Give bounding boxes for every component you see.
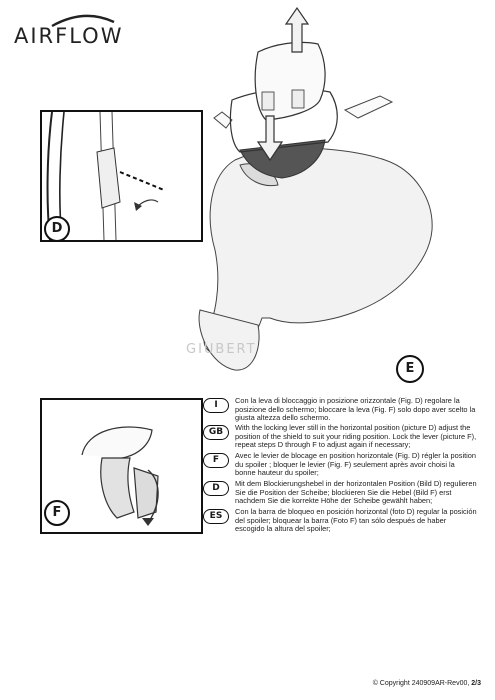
lang-badge: I: [203, 398, 229, 413]
instruction-text: With the locking lever still in the horizontal position (picture D) adjust the position of the shield to suit your riding position. Lock the lever (picture F), repeat steps D through F to adjust again if necessary;: [235, 423, 477, 450]
figure-e-label: E: [396, 355, 424, 383]
instruction-text: Con la barra de bloqueo en posición horizontal (foto D) regular la posición del spoiler; bloquear la barra (Foto F) tan sólo después de haber escogido la altura del spoiler;: [235, 507, 477, 534]
watermark: GIUBERT: [186, 342, 257, 357]
page-number: 2/3: [471, 680, 481, 687]
instruction-text: Mit dem Blockierungshebel in der horizontalen Position (Bild D) regulieren Sie die Position der Scheibe; blockieren Sie die Hebel (Bild F) erst nachdem Sie die korrekte Höhe der Scheibe gewählt haben;: [235, 479, 477, 506]
instruction-text: Avec le levier de blocage en position horizontale (Fig. D) régler la position du spoiler ; bloquer le levier (Fig. F) seulement après avoir choisi la bonne hauteur du spoiler;: [235, 451, 477, 478]
copyright: © Copyright 240909AR-Rev00,: [372, 680, 470, 687]
instruction-text: Con la leva di bloccaggio in posizione orizzontale (Fig. D) regolare la posizione dello schermo; bloccare la leva (Fig. F) solo dopo aver scelto la giusta altezza dello schermo.: [235, 396, 476, 423]
brand-name: AIRFLOW: [14, 24, 124, 48]
figure-d-label: D: [44, 216, 70, 242]
figure-f-label: F: [44, 500, 70, 526]
lang-badge: ES: [203, 509, 229, 524]
rotate-arrow-icon: [142, 518, 154, 526]
lang-badge: GB: [203, 425, 229, 440]
lang-badge: D: [203, 481, 229, 496]
lang-badge: F: [203, 453, 229, 468]
footer: [373, 680, 481, 687]
